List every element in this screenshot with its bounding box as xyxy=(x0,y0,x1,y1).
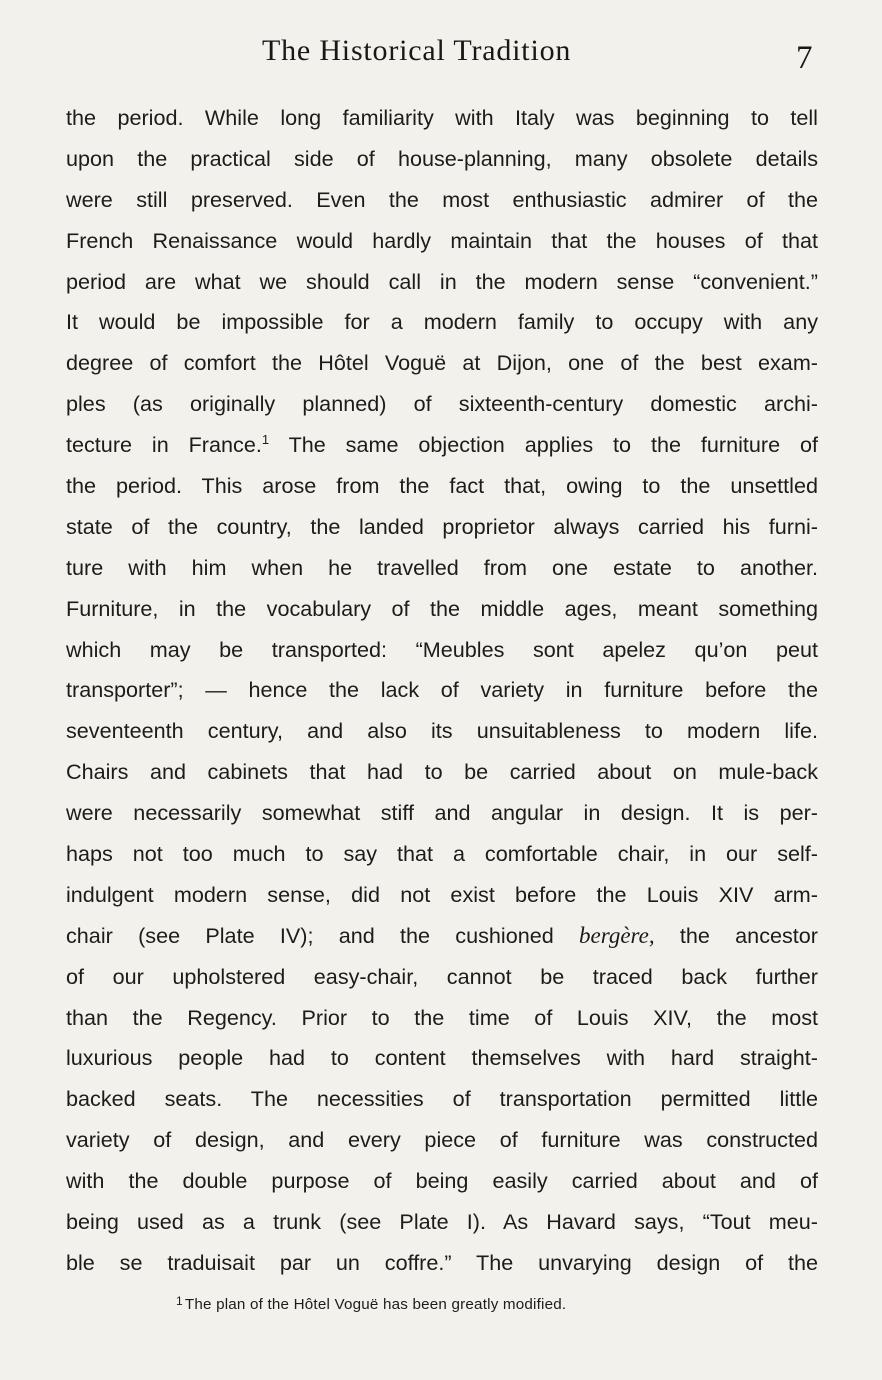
text-line: luxurious people had to content themselves with hard straight- xyxy=(66,1045,818,1071)
line-segment: the ancestor xyxy=(654,922,818,948)
footnote-reference: 1 xyxy=(261,432,270,448)
text-line: of our upholstered easy-chair, cannot be traced back further xyxy=(66,963,818,989)
footnote-text: The plan of the Hôtel Voguë has been greatly modified. xyxy=(184,1296,567,1313)
line-segment: The same objection applies to the furniture of xyxy=(269,432,818,458)
text-line: Chairs and cabinets that had to be carried about on mule-back xyxy=(66,759,818,785)
body-text xyxy=(66,98,818,1284)
page-number: 7 xyxy=(796,40,813,76)
text-line: period are what we should call in the modern sense “convenient.” xyxy=(66,268,818,294)
text-line: It would be impossible for a modern family to occupy with any xyxy=(66,309,818,335)
text-line: backed seats. The necessities of transportation permitted little xyxy=(66,1086,818,1112)
text-line: the period. This arose from the fact that, owing to the unsettled xyxy=(66,473,818,499)
running-head xyxy=(0,32,882,82)
text-line: French Renaissance would hardly maintain that the houses of that xyxy=(66,227,818,253)
text-line xyxy=(66,425,818,466)
text-line: with the double purpose of being easily carried about and of xyxy=(66,1168,818,1194)
text-line: indulgent modern sense, did not exist before the Louis XIV arm- xyxy=(66,881,818,907)
italic-term: bergère, xyxy=(579,922,655,948)
text-line: haps not too much to say that a comfortable chair, in our self- xyxy=(66,841,818,867)
text-line: Furniture, in the vocabulary of the middle ages, meant something xyxy=(66,595,818,621)
text-line: were still preserved. Even the most enthusiastic admirer of the xyxy=(66,186,818,212)
text-line: ples (as originally planned) of sixteenth-century domestic archi- xyxy=(66,391,818,417)
text-line: were necessarily somewhat stiff and angular in design. It is per- xyxy=(66,800,818,826)
text-line: which may be transported: “Meubles sont apelez qu’on peut xyxy=(66,636,818,662)
text-line: ture with him when he travelled from one estate to another. xyxy=(66,554,818,580)
text-line: the period. While long familiarity with Italy was beginning to tell xyxy=(66,105,818,130)
text-line: seventeenth century, and also its unsuitableness to modern life. xyxy=(66,718,818,744)
running-title: The Historical Tradition xyxy=(262,34,572,67)
text-line: upon the practical side of house-planning, many obsolete details xyxy=(66,145,818,171)
text-line: degree of comfort the Hôtel Voguë at Dijon, one of the best exam- xyxy=(66,350,818,376)
text-line: variety of design, and every piece of furniture was constructed xyxy=(66,1127,818,1153)
text-line: ble se traduisait par un coffre.” The unvarying design of the xyxy=(66,1249,818,1275)
line-segment: chair (see Plate IV); and the cushioned xyxy=(66,922,580,948)
text-line xyxy=(66,916,818,957)
footnote-marker: 1 xyxy=(176,1294,183,1308)
text-line: being used as a trunk (see Plate I). As Havard says, “Tout meu- xyxy=(66,1209,818,1235)
footnote xyxy=(176,1296,566,1313)
text-line: than the Regency. Prior to the time of Louis XIV, the most xyxy=(66,1004,818,1030)
line-segment: tecture in France. xyxy=(66,432,262,458)
text-line: transporter”; — hence the lack of variety in furniture before the xyxy=(66,677,818,703)
text-line: state of the country, the landed proprietor always carried his furni- xyxy=(66,513,818,539)
